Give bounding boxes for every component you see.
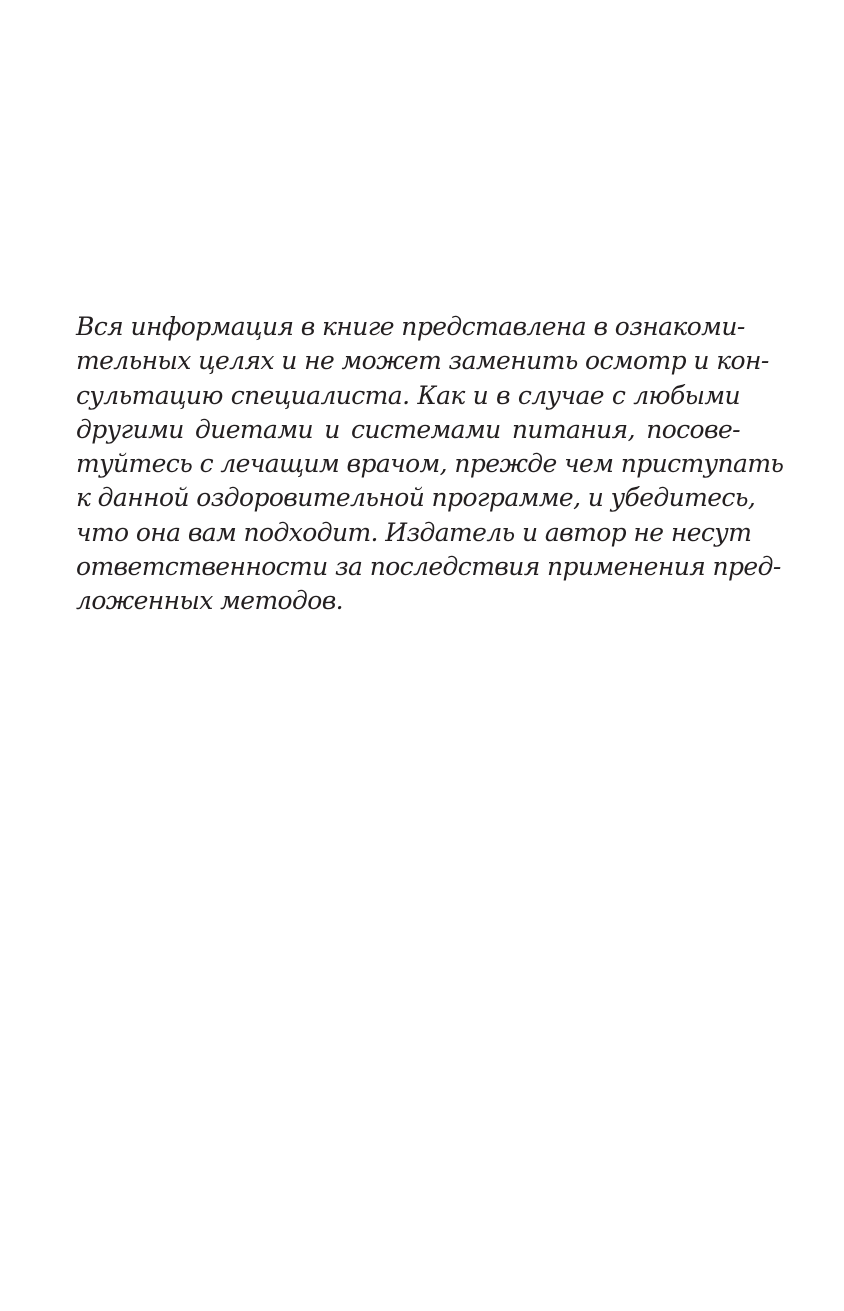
disclaimer-line: тельных целях и не может заменить осмотр и кон-	[76, 346, 769, 376]
disclaimer-line: сультацию специалиста. Как и в случае с любыми	[76, 380, 740, 410]
disclaimer-line: другими диетами и системами питания, посове-	[76, 414, 740, 444]
disclaimer-line: ответственности за последствия применения пред-	[76, 552, 781, 582]
disclaimer-line: к данной оздоровительной программе, и убедитесь,	[76, 483, 756, 513]
disclaimer-line: ложенных методов.	[76, 586, 343, 616]
disclaimer-line: что она вам подходит. Издатель и автор не несут	[76, 517, 752, 547]
disclaimer-line: туйтесь с лечащим врачом, прежде чем приступать	[76, 449, 784, 479]
disclaimer-line: Вся информация в книге представлена в ознакоми-	[76, 312, 745, 341]
disclaimer-paragraph	[76, 310, 784, 619]
